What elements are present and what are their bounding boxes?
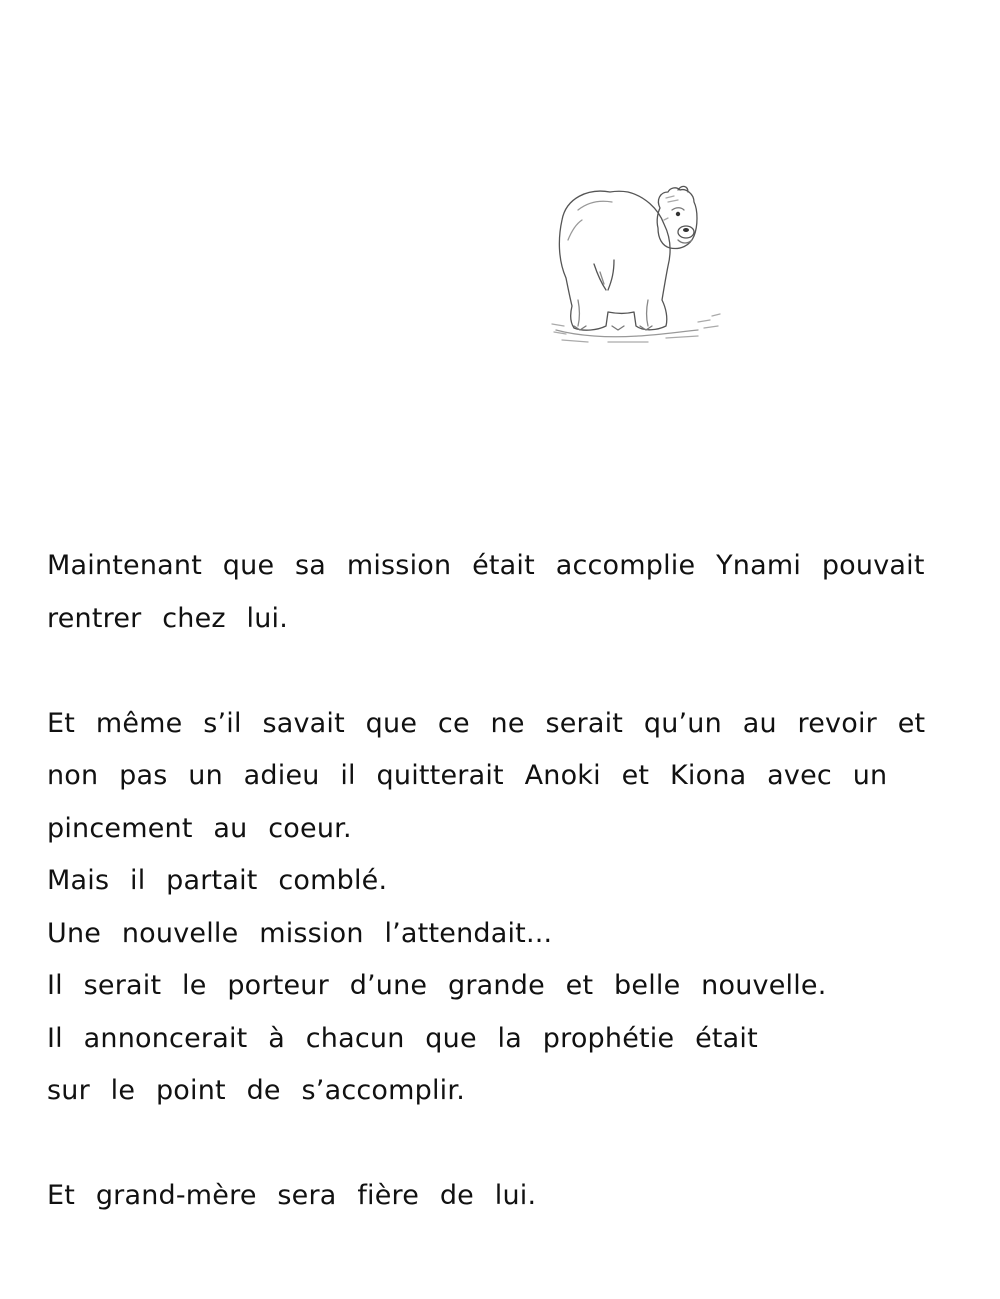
story-line: Maintenant que sa mission était accomplie Ynami pouvait [47, 550, 925, 581]
story-line: Une nouvelle mission l’attendait... [47, 917, 553, 949]
paragraph-gap [47, 645, 947, 698]
story-line: non pas un adieu il quitterait Anoki et Kiona avec un [47, 760, 888, 791]
story-line: sur le point de s’accomplir. [47, 1075, 465, 1106]
story-line: Mais il partait comblé. [47, 865, 388, 896]
paragraph-gap [47, 1118, 947, 1171]
story-line: Il annoncerait à chacun que la prophétie était [47, 1022, 758, 1054]
story-line: pincement au coeur. [47, 812, 352, 844]
story-line: rentrer chez lui. [47, 602, 289, 634]
story-line: Il serait le porteur d’une grande et belle nouvelle. [47, 970, 827, 1001]
bear-sketch-icon [548, 180, 728, 355]
story-line: Et grand-mère sera fière de lui. [47, 1180, 537, 1211]
story-text [47, 540, 947, 1223]
story-line: Et même s’il savait que ce ne serait qu’un au revoir et [47, 707, 926, 739]
bear-sketch [548, 180, 728, 355]
